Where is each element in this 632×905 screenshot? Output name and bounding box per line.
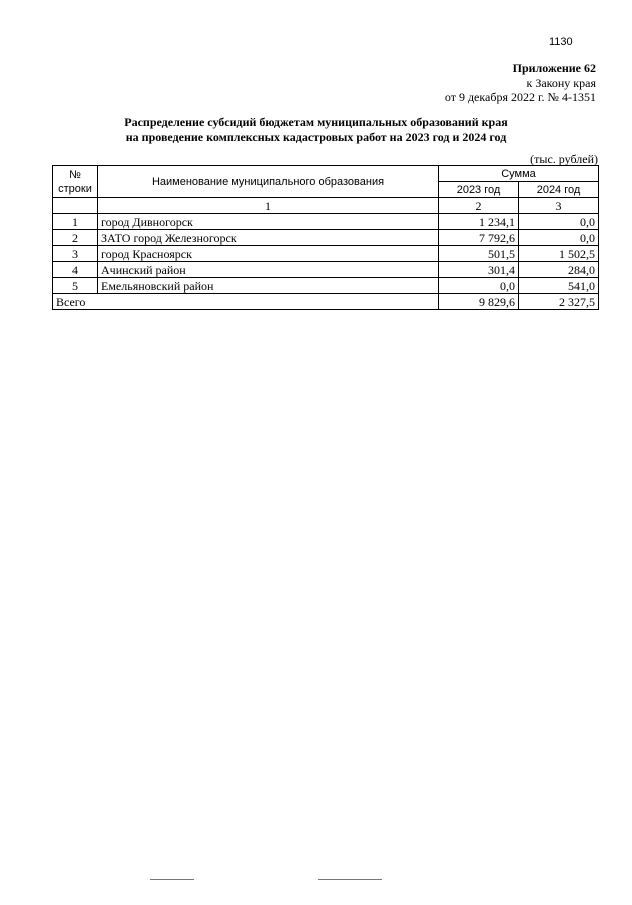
value-2024: 1 502,5	[519, 246, 599, 262]
header-sum: Сумма	[439, 166, 599, 182]
header-2024: 2024 год	[519, 182, 599, 198]
appendix-line-2: от 9 декабря 2022 г. № 4-1351	[444, 90, 596, 104]
header-2023: 2023 год	[439, 182, 519, 198]
appendix-line-1: к Закону края	[526, 75, 596, 90]
document-title	[0, 115, 632, 145]
appendix-block	[445, 61, 596, 105]
table-total-row	[53, 294, 599, 310]
column-number: 2	[439, 198, 519, 214]
value-2024: 0,0	[519, 230, 599, 246]
row-number: 1	[53, 214, 98, 230]
total-2023: 9 829,6	[439, 294, 519, 310]
row-number: 4	[53, 262, 98, 278]
value-2023: 1 234,1	[439, 214, 519, 230]
units-label: (тыс. рублей)	[530, 152, 598, 166]
column-numbers-row	[53, 198, 599, 214]
value-2023: 301,4	[439, 262, 519, 278]
document-title-line-1: Распределение субсидий бюджетам муниципальных образований края	[124, 115, 508, 129]
table-row	[53, 230, 599, 246]
municipality-name: Ачинский район	[98, 262, 439, 278]
subsidies-table	[52, 165, 599, 310]
municipality-name: город Дивногорск	[98, 214, 439, 230]
value-2023: 501,5	[439, 246, 519, 262]
header-name: Наименование муниципального образования	[98, 166, 439, 198]
value-2024: 0,0	[519, 214, 599, 230]
municipality-name: Емельяновский район	[98, 278, 439, 294]
appendix-title: Приложение 62	[512, 61, 596, 75]
column-number-empty	[53, 198, 98, 214]
total-label: Всего	[53, 294, 439, 310]
value-2024: 541,0	[519, 278, 599, 294]
header-row-number: № строки	[53, 166, 98, 198]
table-row	[53, 278, 599, 294]
footer-rule	[150, 879, 194, 880]
row-number: 2	[53, 230, 98, 246]
municipality-name: город Красноярск	[98, 246, 439, 262]
footer-rule	[318, 879, 382, 880]
total-2024: 2 327,5	[519, 294, 599, 310]
table-row	[53, 262, 599, 278]
municipality-name: ЗАТО город Железногорск	[98, 230, 439, 246]
column-number: 1	[98, 198, 439, 214]
table-row	[53, 214, 599, 230]
value-2023: 7 792,6	[439, 230, 519, 246]
table-row	[53, 246, 599, 262]
table-header-row	[53, 166, 599, 182]
page-number: 1130	[549, 36, 573, 48]
value-2024: 284,0	[519, 262, 599, 278]
row-number: 3	[53, 246, 98, 262]
value-2023: 0,0	[439, 278, 519, 294]
document-title-line-2: на проведение комплексных кадастровых работ на 2023 год и 2024 год	[125, 130, 507, 144]
column-number: 3	[519, 198, 599, 214]
row-number: 5	[53, 278, 98, 294]
